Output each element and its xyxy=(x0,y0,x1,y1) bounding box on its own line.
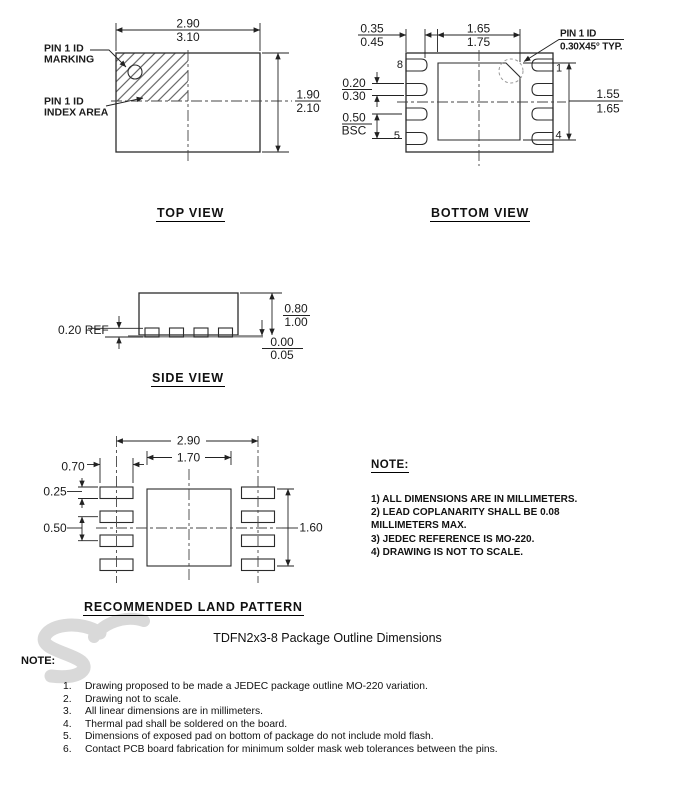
drawing-note-line: 2) LEAD COPLANARITY SHALL BE 0.08 xyxy=(371,507,560,519)
pin1-index-hatch-area xyxy=(116,53,188,101)
dim-pad-h-min: 1.55 xyxy=(596,87,620,101)
pin1-id-callout xyxy=(524,29,624,62)
overall-width-dimension xyxy=(117,434,259,448)
footer-note-text: Dimensions of exposed pad on bottom of package do not include mold flash. xyxy=(85,731,434,743)
dim-standoff-max: 0.05 xyxy=(270,348,294,362)
dim-pad-width: 0.25 xyxy=(43,484,67,499)
figure-caption: TDFN2x3-8 Package Outline Dimensions xyxy=(213,631,442,645)
dim-body-h-max: 1.00 xyxy=(284,315,308,329)
pin-7 xyxy=(406,84,427,96)
package-body-side xyxy=(128,293,263,337)
dim-center-pad-height: 1.60 xyxy=(299,520,323,535)
dim-top-width-min: 3.10 xyxy=(176,30,200,44)
dim-pitch-bsc: BSC xyxy=(341,123,367,138)
body-height-dimension xyxy=(240,293,310,335)
bottom-view-drawing xyxy=(340,10,640,175)
pin1-chamfer-circle xyxy=(499,59,523,83)
package-body-bottom xyxy=(397,50,566,166)
pin-2 xyxy=(532,84,553,96)
footer-note-item xyxy=(63,731,498,744)
footer-note-number: 5. xyxy=(63,731,72,743)
pin1-marking-label-line1: PIN 1 ID xyxy=(44,42,84,55)
pin1-marking-label-line2: MARKING xyxy=(44,53,95,66)
footer-note-text: Thermal pad shall be soldered on the board. xyxy=(85,718,288,730)
top-height-dimension xyxy=(262,53,321,152)
top-width-dimension xyxy=(116,17,260,52)
pin-1 xyxy=(532,59,553,71)
footer-note-number: 6. xyxy=(63,743,72,755)
dim-lead-ref: 0.20 REF xyxy=(58,323,109,337)
dim-body-h-min: 0.80 xyxy=(284,301,308,316)
footer-note-number: 2. xyxy=(63,693,72,705)
drawing-notes xyxy=(371,455,646,559)
land-pattern-title: RECOMMENDED LAND PATTERN xyxy=(84,600,303,614)
pin-width-dimension xyxy=(342,72,404,107)
footer-note-number: 3. xyxy=(63,706,72,718)
land-pattern-drawing xyxy=(30,420,330,592)
footer-note-text: All linear dimensions are in millimeters. xyxy=(85,706,263,718)
drawing-notes-heading: NOTE: xyxy=(371,459,409,471)
top-view-drawing xyxy=(30,10,330,175)
pin-5 xyxy=(406,133,427,145)
dim-center-pad-width: 1.70 xyxy=(176,450,201,465)
footer-note-number: 4. xyxy=(63,718,72,730)
footer-note-item xyxy=(63,694,498,707)
pin-number-1: 1 xyxy=(556,62,563,75)
pin1-callout-line2: 0.30X45° TYP. xyxy=(560,41,623,53)
dim-pad-length: 0.70 xyxy=(61,459,85,474)
dim-pin-len-min: 0.35 xyxy=(360,21,384,36)
dim-pad-w-max: 1.75 xyxy=(466,35,491,49)
pin-number-8: 8 xyxy=(396,59,403,71)
drawing-note-line: 4) DRAWING IS NOT TO SCALE. xyxy=(371,546,524,558)
pin1-marking-callout xyxy=(44,43,126,68)
footer-note-text: Drawing not to scale. xyxy=(85,693,182,705)
top-view-title: TOP VIEW xyxy=(157,206,225,220)
center-pad-width-dimension xyxy=(147,451,231,466)
pin1-callout-line1: PIN 1 ID xyxy=(560,28,597,40)
pin-number-5: 5 xyxy=(393,130,400,142)
footer-note-text: Contact PCB board fabrication for minimum solder mask web tolerances between the pins. xyxy=(85,743,498,755)
pin-number-4: 4 xyxy=(555,129,562,142)
dim-top-width-max: 2.90 xyxy=(176,16,200,31)
drawing-note-line: 1) ALL DIMENSIONS ARE IN MILLIMETERS. xyxy=(371,494,578,505)
dim-pad-w-min: 1.65 xyxy=(466,21,491,36)
dim-pad-h-max: 1.65 xyxy=(596,101,620,116)
pin1-index-label-line2: INDEX AREA xyxy=(44,106,109,119)
footer-note-text: Drawing proposed to be made a JEDEC package outline MO-220 variation. xyxy=(85,681,428,692)
dim-pin-w-max: 0.30 xyxy=(342,89,366,103)
dim-pin-w-min: 0.20 xyxy=(342,76,366,90)
footer-notes-heading: NOTE: xyxy=(21,655,56,667)
center-pad-height-dimension xyxy=(277,489,323,566)
footer-note-number: 1. xyxy=(63,681,72,692)
dim-pitch-value: 0.50 xyxy=(342,110,366,125)
pin-6 xyxy=(406,108,427,120)
dim-pin-len-max: 0.45 xyxy=(360,35,384,49)
dim-overall-width: 2.90 xyxy=(176,433,201,448)
bottom-view-title: BOTTOM VIEW xyxy=(431,206,530,220)
dim-pad-pitch: 0.50 xyxy=(43,521,67,535)
footer-note-item xyxy=(63,744,498,757)
footer-note-item xyxy=(63,681,498,694)
drawing-note-line: MILLIMETERS MAX. xyxy=(371,520,467,532)
dim-standoff-min: 0.00 xyxy=(270,335,294,349)
dim-top-height-min: 2.10 xyxy=(296,101,320,115)
pin1-index-label-line1: PIN 1 ID xyxy=(44,95,84,108)
pad-length-dimension xyxy=(61,458,144,483)
side-view-title: SIDE VIEW xyxy=(152,371,224,385)
pin-8 xyxy=(406,59,427,71)
pad-pitch-dimension xyxy=(43,517,98,541)
pin-length-dimension xyxy=(358,22,437,59)
pad-height-dimension xyxy=(523,63,623,140)
lead-thickness-dimension xyxy=(58,316,143,349)
drawing-note-line: 3) JEDEC REFERENCE IS MO-220. xyxy=(371,533,535,545)
footer-note-item xyxy=(63,719,498,732)
dim-top-height-max: 1.90 xyxy=(296,87,320,102)
footer-notes-list xyxy=(63,681,498,757)
side-view-drawing xyxy=(50,270,320,370)
footer-note-item xyxy=(63,706,498,719)
pin-4 xyxy=(532,133,553,145)
pin-3 xyxy=(532,108,553,120)
pad-width-dimension xyxy=(43,478,98,508)
package-body-top xyxy=(111,50,292,164)
